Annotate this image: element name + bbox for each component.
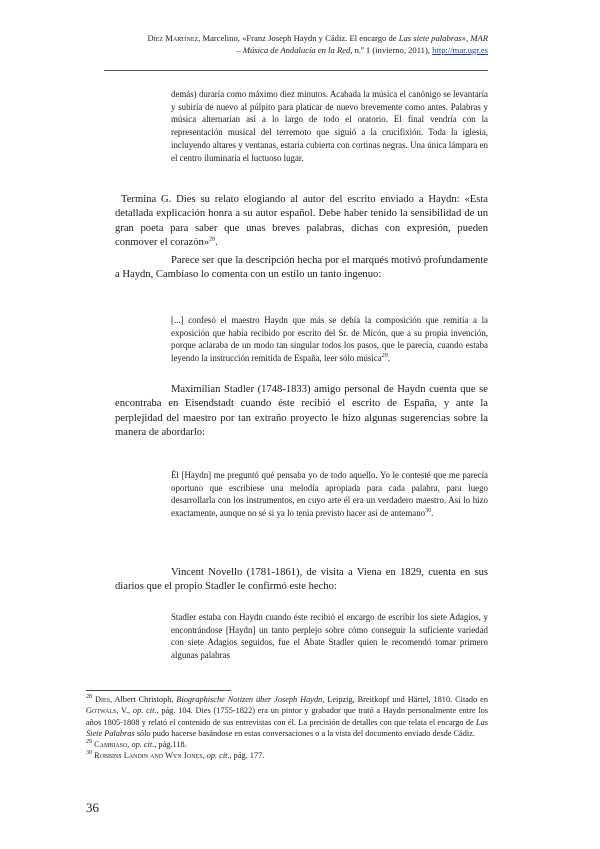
header-text: –	[236, 44, 243, 55]
header-text: , Marcelino, «Franz Joseph Haydn y Cádiz. El encargo de	[198, 33, 399, 43]
footnote-ref-28[interactable]: 28	[209, 236, 216, 243]
footnote-text: , pág.118.	[154, 740, 187, 750]
footnote-number: 29	[86, 739, 92, 746]
page-number: 36	[86, 800, 99, 815]
paragraph-4: Vincent Novello (1781-1861), de visita a Viena en 1829, cuenta en sus diarios que el propio Stadler le confirmó este hecho:	[115, 567, 488, 593]
header-work-title: Las siete palabras	[398, 33, 462, 43]
block-quote-3	[171, 469, 488, 520]
block-quote-2	[171, 314, 488, 365]
footnote-text: , V.,	[116, 706, 133, 716]
header-journal-name: Música de Andalucía en la Red	[242, 44, 351, 55]
paragraph-1	[115, 193, 488, 251]
footnote-op-cit: op. cit.	[132, 706, 157, 716]
footnote-author: Dies	[94, 695, 110, 704]
header-text: »,	[461, 33, 471, 43]
block-quote-3-end: .	[431, 508, 434, 519]
header-citation-line1	[100, 33, 488, 45]
paragraph-1-end: .	[215, 237, 218, 249]
footnote-author: Gotwals	[86, 706, 117, 716]
block-quote-1: demás) duraría como máximo diez minutos. Acabada la música el canónigo se levantaría y subiría de nuevo al púlpito para platicar de nuevo brevemente como antes. Palabras y música alternarían así a lo largo de todo el oratorio. El final vendría con la representación musical del terremoto que siguió a la crucifixión. Toda la iglesia, incluyendo altares y ventanas, estaría cubierta con cortinas negras. Una única lámpara en el centro iluminaría el luctuoso lugar.	[171, 89, 488, 163]
footnotes	[86, 694, 488, 762]
footnote-ref-30[interactable]: 30	[425, 508, 432, 515]
footnote-text: , pág. 104. Dies (1755-1822) era un pintor y grabador que trató a Haydn personalmente entre los años 1805-1808 y relató el contenido de sus entrevistas con él. La precisión de detalles con que relata el encargo de	[86, 706, 489, 727]
footnote-text: , Leipzig, Breitkopf und Härtel, 1810. Citado en	[322, 695, 488, 704]
footnote-text: , Albert Christoph,	[109, 695, 177, 704]
paragraph-2: Parece ser que la descripción hecha por el marqués motivó profundamente a Haydn, Cambiaso lo comenta con un estilo un tanto ingenuo:	[115, 255, 488, 281]
header-issue: , n.º 1 (invierno, 2011),	[350, 44, 433, 55]
block-quote-2-end: .	[387, 353, 390, 364]
footnote-title: Biographische Notizen über Joseph Haydn	[176, 695, 323, 704]
footnote-text: sólo pudo hacerse basándose en estas conversaciones o a la vista del documento enviado desde Cádiz.	[134, 728, 475, 738]
footnote-30	[86, 750, 488, 761]
footnote-op-cit: op. cit.	[131, 740, 155, 750]
footnote-29	[86, 739, 488, 750]
footnote-author: Cambiaso	[94, 740, 128, 750]
block-quote-3-text: Él [Haydn] me preguntó qué pensaba yo de todo aquello. Yo le contesté que me parecía oportuno que escribiese una melodía apropiada para cada palabra, para luego desarrollarla con los instrumentos, en cuyo arte él era un verdadero maestro. Así lo hizo exactamente, aunque no sé si ya lo tenía previsto hacer así de antemano	[171, 470, 488, 519]
footnote-number: 30	[86, 750, 92, 757]
footnote-28	[86, 694, 488, 739]
header-citation-line2	[100, 45, 488, 57]
block-quote-2-text: [...] confesó el maestro Haydn que más se debía la composición que remitía a la exposición que había recibido por escrito del Sr. de Micón, que a su propia invención, porque aclaraba de un modo tan singular todos los pasos, que le parecía, cuando estaba leyendo la instrucción remitida de España, leer sólo música	[171, 315, 488, 364]
footnote-text: ,	[127, 740, 132, 750]
header-link[interactable]: http://mar.ugr.es	[432, 44, 488, 55]
footnote-ref-29[interactable]: 29	[381, 353, 388, 360]
paragraph-3: Maximilian Stadler (1748-1833) amigo personal de Haydn cuenta que se encontraba en Eisendstadt cuando éste recibió el escrito de España, y ante la perplejidad del maestro por tan extraño proyecto le hizo algunas sugerencias sobre la manera de abordarlo:	[115, 384, 488, 439]
footnote-op-cit: op. cit.	[206, 751, 230, 761]
running-header	[100, 33, 488, 56]
footnote-number: 28	[86, 694, 92, 701]
footnote-text: , pág. 177.	[229, 751, 265, 761]
header-journal-abbr: MAR	[470, 33, 488, 43]
footnote-title: Las Siete Palabras	[86, 717, 488, 738]
header-author: Díez Martínez	[147, 33, 199, 43]
footnote-text: ,	[202, 751, 207, 761]
footnote-divider	[86, 690, 231, 691]
header-divider	[104, 70, 488, 71]
block-quote-4: Stadler estaba con Haydn cuando éste recibió el encargo de escribir los siete Adagios, y encontrándose [Haydn] un tanto perplejo sobre cómo conseguir la suficiente variedad con siete Adagios seguidos, fue el Abate Stadler quien le recomendó tomar primero algunas palabras	[171, 612, 488, 661]
paragraph-1-text: Termina G. Dies su relato elogiando al autor del escrito enviado a Haydn: «Esta detallada explicación honra a su autor español. Debe haber tenido la sensibilidad de un gran poeta para saber que unas breves palabras, dichas con expresión, pueden conmover el corazón»	[115, 194, 488, 249]
footnote-author: Robbins Landin and Wyn Jones	[94, 751, 203, 761]
